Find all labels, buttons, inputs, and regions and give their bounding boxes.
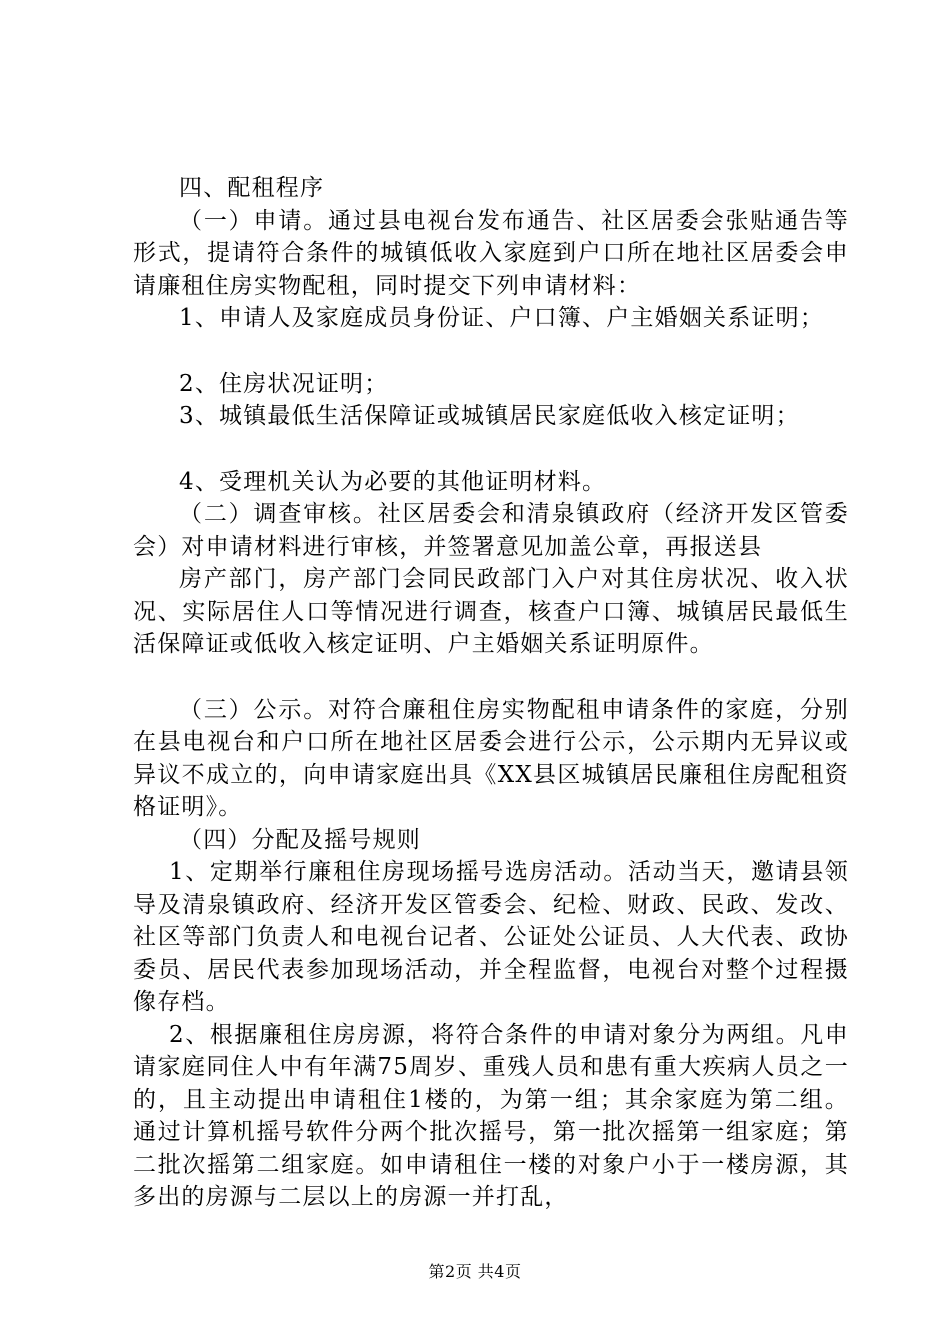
paragraph-publicity: （三）公示。对符合廉租住房实物配租申请条件的家庭，分别在县电视台和户口所在地社区居委会进行公示，公示期内无异议或异议不成立的，向申请家庭出具《XX县区城镇居民廉租住房配租资格证明》。: [133, 696, 849, 820]
paragraph-review: （二）调查审核。社区居委会和清泉镇政府（经济开发区管委会）对申请材料进行审核，并签署意见加盖公章，再报送县: [133, 501, 849, 560]
list-item-material-1: 1、申请人及家庭成员身份证、户口簿、户主婚姻关系证明；: [179, 305, 825, 331]
paragraph-review-continued: 房产部门，房产部门会同民政部门入户对其住房状况、收入状况、实际居住人口等情况进行调查，核查户口簿、城镇居民最低生活保障证或低收入核定证明、户主婚姻关系证明原件。: [133, 566, 849, 657]
section-heading: 四、配租程序: [179, 175, 325, 201]
list-item-material-2: 2、住房状况证明；: [179, 370, 389, 397]
paragraph-application: （一）申请。通过县电视台发布通告、社区居委会张贴通告等形式，提请符合条件的城镇低收入家庭到户口所在地社区居委会申请廉租住房实物配租，同时提交下列申请材料：: [133, 207, 849, 299]
subsection-heading-allocation: （四）分配及摇号规则: [179, 826, 421, 853]
paragraph-lottery-groups: 2、根据廉租住房房源，将符合条件的申请对象分为两组。凡申请家庭同住人中有年满75周岁、重残人员和患有重大疾病人员之一的，且主动提出申请租住1楼的，为第一组；其余家庭为第二组。通过计算机摇号软件分两个批次摇号，第一批次摇第一组家庭；第二批次摇第二组家庭。如申请租住一楼的对象户小于一楼房源，其多出的房源与二层以上的房源一并打乱，: [133, 1021, 849, 1210]
list-item-material-4: 4、受理机关认为必要的其他证明材料。: [179, 468, 607, 495]
page-footer: 第2页 共4页: [428, 1262, 522, 1281]
list-item-material-3: 3、城镇最低生活保障证或城镇居民家庭低收入核定证明；: [179, 403, 800, 429]
document-body: [133, 172, 849, 1214]
paragraph-lottery-event: 1、定期举行廉租住房现场摇号选房活动。活动当天，邀请县领导及清泉镇政府、经济开发区管委会、纪检、财政、民政、发改、社区等部门负责人和电视台记者、公证处公证员、人大代表、政协委员、居民代表参加现场活动，并全程监督，电视台对整个过程摄像存档。: [133, 859, 849, 1015]
